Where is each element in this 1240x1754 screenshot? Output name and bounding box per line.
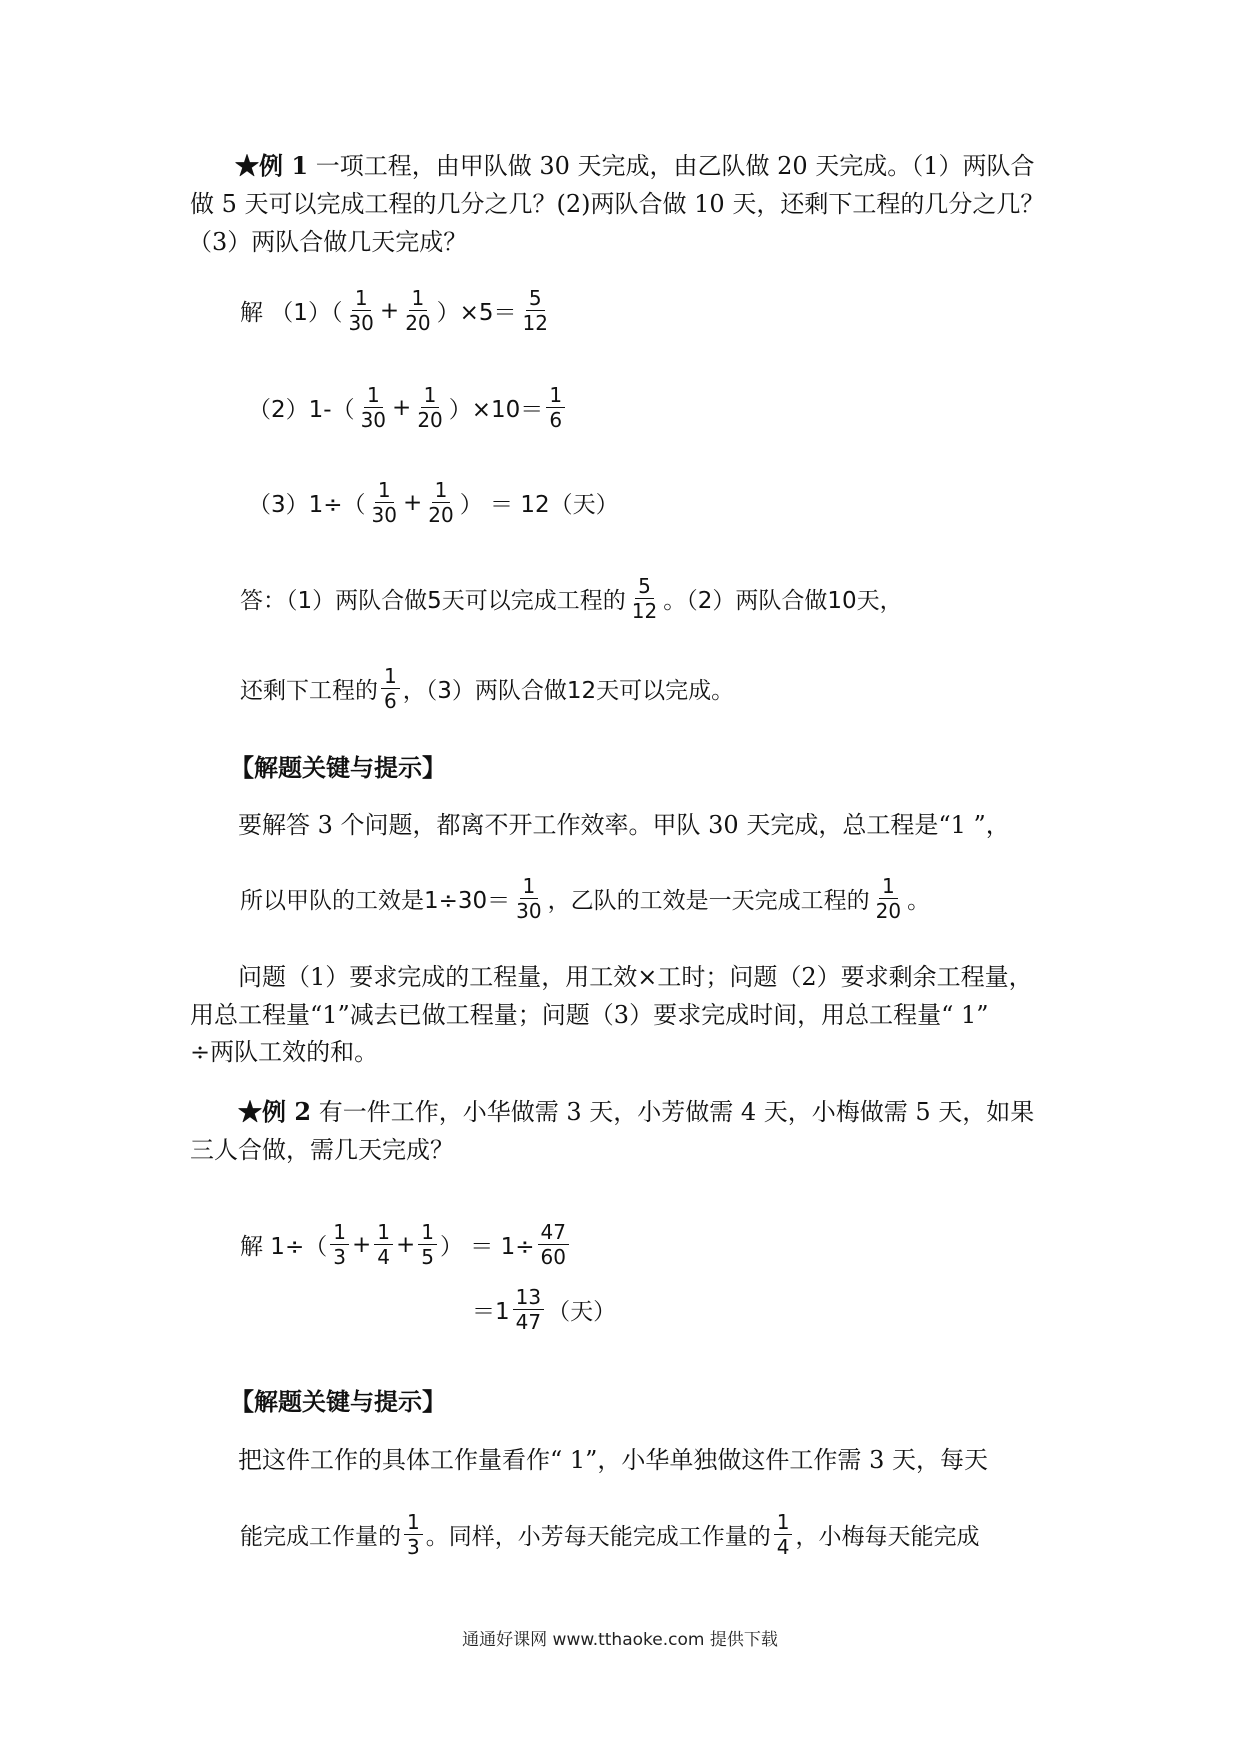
answer-1-line-1: 答：（1）两队合做5天可以完成工程的 $\frac{5}{12}$ 。（2）两队合做10天， [240,574,903,623]
fraction: $\frac{1}{20}$ [405,286,431,335]
solution-1-part-1: 解 （1）（ $\frac{1}{30}$ + $\frac{1}{20}$ ）×5＝ $\frac{5}{12}$ [240,286,554,335]
hint-1-para-line-1: 问题（1）要求完成的工程量，用工效×工时；问题（2）要求剩余工程量， [238,963,1033,991]
fraction: $\frac{1}{20}$ [875,874,902,923]
fraction: $\frac{1}{3}$ [330,1220,349,1269]
solution-1-part-2: （2）1-（ $\frac{1}{30}$ + $\frac{1}{20}$ ）×10＝ $\frac{1}{6}$ [248,383,568,432]
fraction: $\frac{1}{6}$ [381,664,400,713]
solution-2-line-2: ＝1 $\frac{13}{47}$ （天） [472,1285,617,1334]
fraction: $\frac{1}{30}$ [371,478,397,527]
page-footer: 通通好课网 www.tthaoke.com 提供下载 [462,1630,778,1650]
fraction: $\frac{1}{30}$ [516,874,542,923]
hint-1-line-1: 要解答 3 个问题，都离不开工作效率。甲队 30 天完成，总工程是“1 ”， [238,811,1010,839]
fraction: $\frac{1}{6}$ [546,383,565,432]
fraction: $\frac{1}{3}$ [404,1510,423,1559]
example-1-line-1: 一项工程，由甲队做 30 天完成，由乙队做 20 天完成。（1）两队合 [308,152,1035,180]
solution-2-line-1: 解 1÷（ $\frac{1}{3}$ + $\frac{1}{4}$ + $\frac{1}{5}$ ） ＝ 1÷ $\frac{47}{60}$ [240,1220,572,1269]
hint-title-1: 【解题关键与提示】 [230,753,446,782]
fraction: $\frac{1}{20}$ [428,478,454,527]
fraction: $\frac{5}{12}$ [522,286,548,335]
fraction: $\frac{5}{12}$ [631,574,658,623]
hint-2-line-1: 把这件工作的具体工作量看作“ 1”，小华单独做这件工作需 3 天，每天 [238,1446,988,1474]
fraction: $\frac{1}{4}$ [774,1510,793,1559]
fraction: $\frac{13}{47}$ [513,1285,544,1334]
hint-1-line-2: 所以甲队的工效是1÷30＝ $\frac{1}{30}$ ，乙队的工效是一天完成工程的 $\frac{1}{20}$ 。 [240,874,931,923]
solution-1-part-3: （3）1÷（ $\frac{1}{30}$ + $\frac{1}{20}$ ） ＝ 12（天） [248,478,619,527]
answer-1-line-2: 还剩下工程的 $\frac{1}{6}$ ，（3）两队合做12天可以完成。 [240,664,735,713]
fraction: $\frac{1}{30}$ [360,383,387,432]
example-1-line-2: 做 5 天可以完成工程的几分之几？(2)两队合做 10 天，还剩下工程的几分之几？ [190,190,1045,218]
hint-1-para-line-2: 用总工程量“1”减去已做工程量；问题（3）要求完成时间，用总工程量“ 1” [190,1001,989,1029]
hint-title-2: 【解题关键与提示】 [230,1387,446,1416]
fraction: $\frac{1}{5}$ [418,1220,437,1269]
fraction: $\frac{1}{20}$ [417,383,443,432]
example-2-label: ★例 2 [238,1097,312,1126]
example-1-label: ★例 1 [235,151,309,180]
hint-2-line-2: 能完成工作量的 $\frac{1}{3}$ 。同样，小芳每天能完成工作量的 $\frac{1}{4}$ ，小梅每天能完成 [240,1510,980,1559]
fraction: $\frac{1}{30}$ [348,286,374,335]
fraction: $\frac{1}{4}$ [374,1220,393,1269]
fraction: $\frac{47}{60}$ [538,1220,569,1269]
example-2-line-2: 三人合做，需几天完成？ [190,1136,454,1164]
hint-1-para-line-3: ÷两队工效的和。 [190,1038,379,1066]
example-2-line-1: ★例 2 有一件工作，小华做需 3 天，小芳做需 4 天，小梅做需 5 天，如果 [238,1097,1035,1126]
example-1-line-3: （3）两队合做几天完成？ [188,228,468,256]
